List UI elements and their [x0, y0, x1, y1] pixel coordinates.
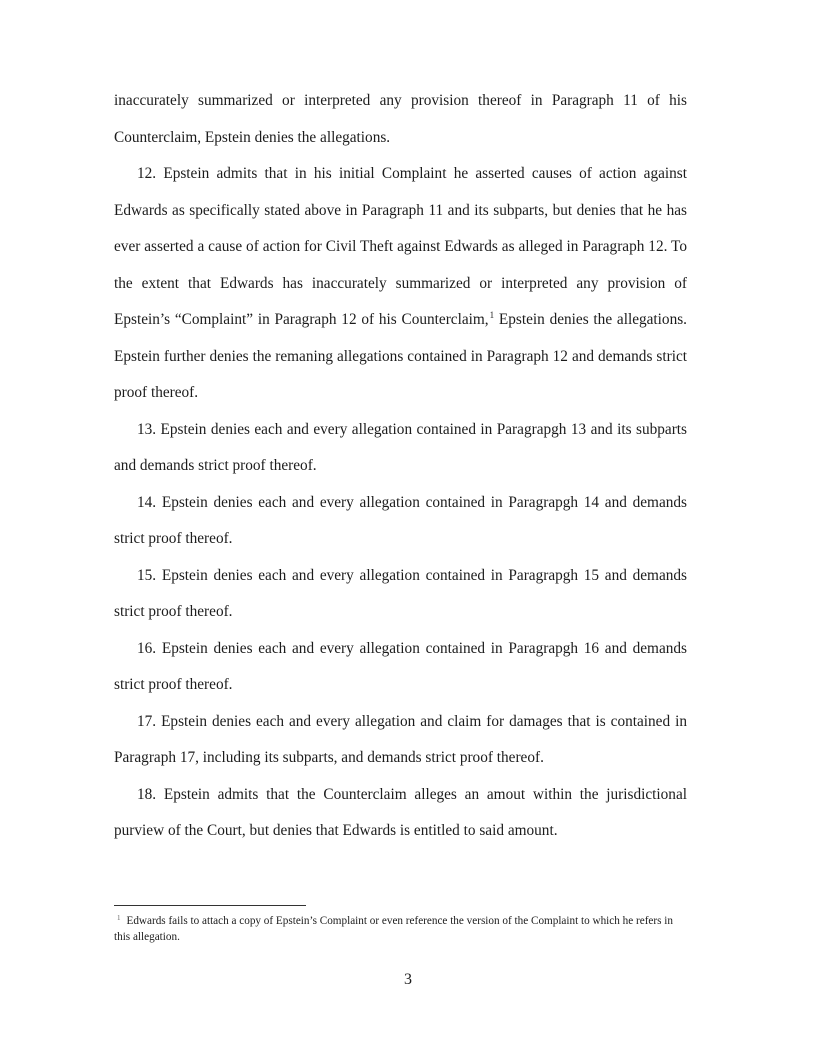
- paragraph-13: 13. Epstein denies each and every allegation contained in Paragrapgh 13 and its subparts and demands strict proof thereof.: [114, 420, 687, 474]
- paragraph-15: 15. Epstein denies each and every allegation contained in Paragrapgh 15 and demands strict proof thereof.: [114, 566, 687, 620]
- paragraph-12-text-continued: Epstein denies the allegations. Epstein further denies the remaning allegations contained in Paragraph 12 and demands strict proof thereof.: [114, 311, 687, 401]
- document-body: [114, 83, 687, 850]
- footnote-text: Edwards fails to attach a copy of Epstein’s Complaint or even reference the version of the Complaint to which he refers in this allegation.: [114, 915, 673, 943]
- footnote-marker: 1: [117, 914, 121, 922]
- page-number: 3: [404, 971, 412, 988]
- paragraph-12-text: 12. Epstein admits that in his initial Complaint he asserted causes of action against Edwards as specifically stated above in Paragraph 11 and its subparts, but denies that he has ever asserted a cause of action for Civil Theft against Edwards as alleged in Paragraph 12. To the extent that Edwards has inaccurately summarized or interpreted any provision of Epstein’s “Complaint” in Paragraph 12 of his Counterclaim,: [114, 165, 687, 328]
- paragraph-11-continuation: inaccurately summarized or interpreted any provision thereof in Paragraph 11 of his Counterclaim, Epstein denies the allegations.: [114, 92, 687, 146]
- paragraph-17: 17. Epstein denies each and every allegation and claim for damages that is contained in Paragraph 17, including its subparts, and demands strict proof thereof.: [114, 712, 687, 766]
- footnote-reference: 1: [489, 310, 495, 320]
- paragraph-14: 14. Epstein denies each and every allegation contained in Paragrapgh 14 and demands strict proof thereof.: [114, 493, 687, 547]
- footnote-separator: [114, 905, 306, 906]
- paragraph-18: 18. Epstein admits that the Counterclaim alleges an amout within the jurisdictional purview of the Court, but denies that Edwards is entitled to said amount.: [114, 785, 687, 839]
- paragraph-12: [114, 156, 687, 412]
- paragraph-16: 16. Epstein denies each and every allegation contained in Paragrapgh 16 and demands strict proof thereof.: [114, 639, 687, 693]
- footnote: [114, 913, 688, 945]
